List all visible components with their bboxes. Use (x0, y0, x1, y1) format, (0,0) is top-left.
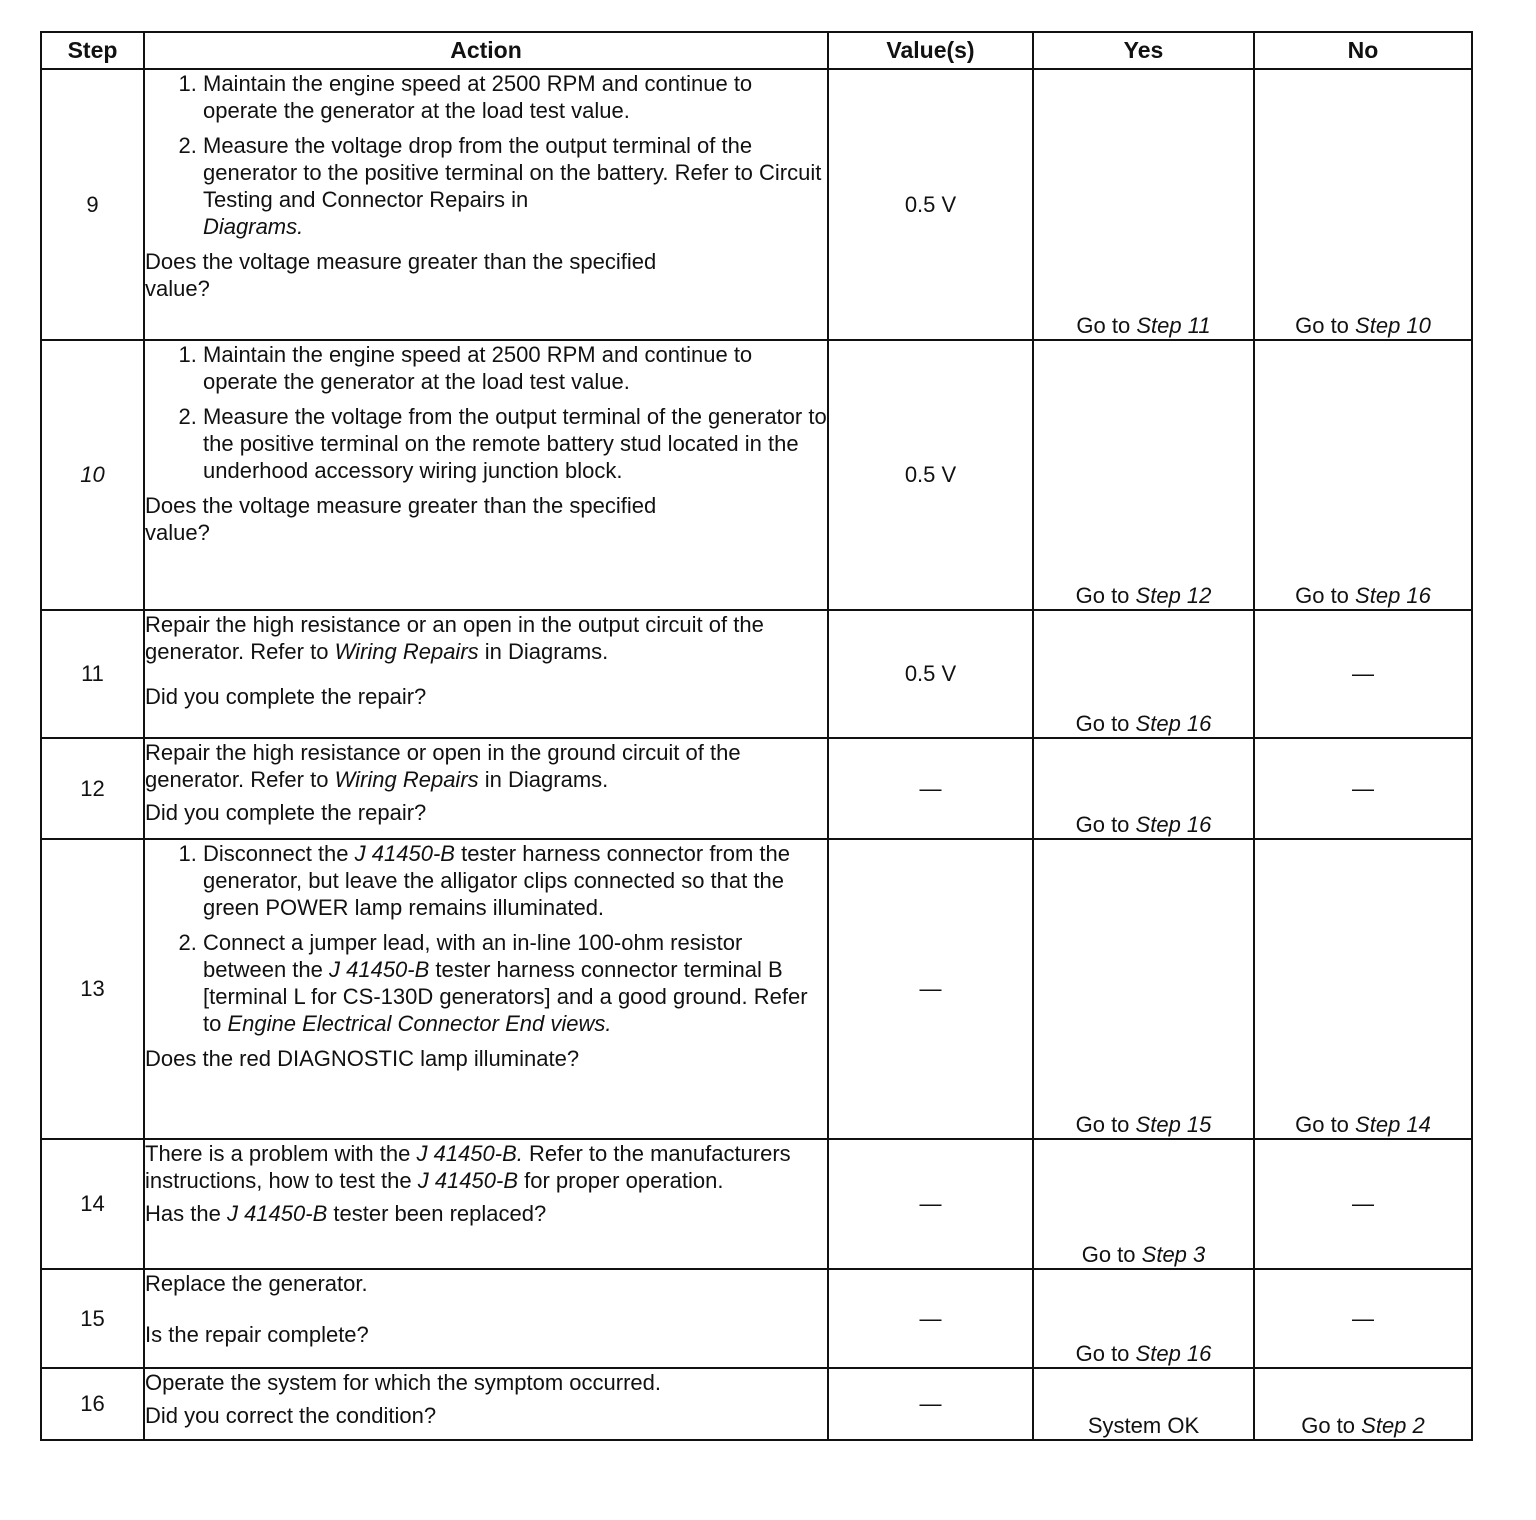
action-item: 1. Maintain the engine speed at 2500 RPM and continue to operate the generator at the load test value. (203, 70, 827, 124)
step-number: 9 (41, 69, 144, 340)
action-question: Does the red DIAGNOSTIC lamp illuminate? (145, 1046, 580, 1071)
action-item: 2. Measure the voltage from the output terminal of the generator to the positive terminal on the remote battery stud located in the underhood accessory wiring junction block. (203, 403, 827, 484)
step-number: 11 (41, 610, 144, 738)
no-cell: — (1254, 1139, 1472, 1269)
action-cell (144, 738, 828, 839)
table-row (41, 839, 1472, 1139)
no-cell: — (1254, 738, 1472, 839)
diagnostic-table (40, 31, 1473, 1441)
step-number: 14 (41, 1139, 144, 1269)
action-item: 2. Measure the voltage drop from the output terminal of the generator to the positive terminal on the battery. Refer to Circuit Testing and Connector Repairs in Diagrams. (203, 132, 827, 240)
action-cell (144, 610, 828, 738)
value-cell: — (828, 1368, 1033, 1440)
action-text: Repair the high resistance or open in the ground circuit of the generator. Refer to Wiring Repairs in Diagrams. (145, 740, 741, 792)
header-row (41, 32, 1472, 69)
yes-cell: Go to Step 16 (1033, 738, 1254, 839)
action-question: Has the J 41450-B tester been replaced? (145, 1201, 547, 1226)
action-item: 1. Maintain the engine speed at 2500 RPM and continue to operate the generator at the load test value. (203, 341, 827, 395)
action-question: Did you correct the condition? (145, 1403, 437, 1428)
table-row (41, 1139, 1472, 1269)
table-row (41, 340, 1472, 610)
action-item: 1. Disconnect the J 41450-B tester harness connector from the generator, but leave the alligator clips connected so that the green POWER lamp remains illuminated. (203, 840, 827, 921)
value-cell: — (828, 1269, 1033, 1368)
no-cell: Go to Step 2 (1254, 1368, 1472, 1440)
value-cell: — (828, 839, 1033, 1139)
yes-cell: Go to Step 16 (1033, 1269, 1254, 1368)
table-row (41, 738, 1472, 839)
value-cell: — (828, 738, 1033, 839)
yes-cell: System OK (1033, 1368, 1254, 1440)
yes-cell: Go to Step 16 (1033, 610, 1254, 738)
action-cell (144, 1368, 828, 1440)
table-row (41, 1368, 1472, 1440)
header-yes: Yes (1033, 32, 1254, 69)
header-no: No (1254, 32, 1472, 69)
action-question: Is the repair complete? (145, 1322, 369, 1347)
action-question: Did you complete the repair? (145, 684, 427, 709)
action-cell (144, 340, 828, 610)
action-text: Repair the high resistance or an open in the output circuit of the generator. Refer to Wiring Repairs in Diagrams. (145, 612, 764, 664)
yes-cell: Go to Step 12 (1033, 340, 1254, 610)
value-cell: 0.5 V (828, 610, 1033, 738)
no-cell: Go to Step 10 (1254, 69, 1472, 340)
no-cell: Go to Step 14 (1254, 839, 1472, 1139)
step-number: 15 (41, 1269, 144, 1368)
value-cell: 0.5 V (828, 340, 1033, 610)
action-question: Did you complete the repair? (145, 800, 427, 825)
step-number: 13 (41, 839, 144, 1139)
header-step: Step (41, 32, 144, 69)
value-cell: 0.5 V (828, 69, 1033, 340)
yes-cell: Go to Step 11 (1033, 69, 1254, 340)
action-text: Operate the system for which the symptom occurred. (145, 1370, 661, 1395)
step-number: 16 (41, 1368, 144, 1440)
yes-cell: Go to Step 3 (1033, 1139, 1254, 1269)
header-action: Action (144, 32, 828, 69)
action-cell (144, 69, 828, 340)
no-cell: — (1254, 610, 1472, 738)
header-values: Value(s) (828, 32, 1033, 69)
yes-cell: Go to Step 15 (1033, 839, 1254, 1139)
table-row (41, 610, 1472, 738)
no-cell: — (1254, 1269, 1472, 1368)
action-cell (144, 1269, 828, 1368)
table-row (41, 1269, 1472, 1368)
action-question: Does the voltage measure greater than the specified value? (145, 493, 657, 545)
table-row (41, 69, 1472, 340)
no-cell: Go to Step 16 (1254, 340, 1472, 610)
action-text: Replace the generator. (145, 1271, 368, 1296)
action-cell (144, 839, 828, 1139)
action-cell (144, 1139, 828, 1269)
action-text: There is a problem with the J 41450-B. Refer to the manufacturers instructions, how to test the J 41450-B for proper operation. (145, 1141, 791, 1193)
action-item: 2. Connect a jumper lead, with an in-line 100-ohm resistor between the J 41450-B tester harness connector terminal B [terminal L for CS-130D generators] and a good ground. Refer to Engine Electrical Connector End views. (203, 929, 827, 1037)
value-cell: — (828, 1139, 1033, 1269)
action-question: Does the voltage measure greater than the specified value? (145, 249, 657, 301)
step-number: 10 (41, 340, 144, 610)
step-number: 12 (41, 738, 144, 839)
